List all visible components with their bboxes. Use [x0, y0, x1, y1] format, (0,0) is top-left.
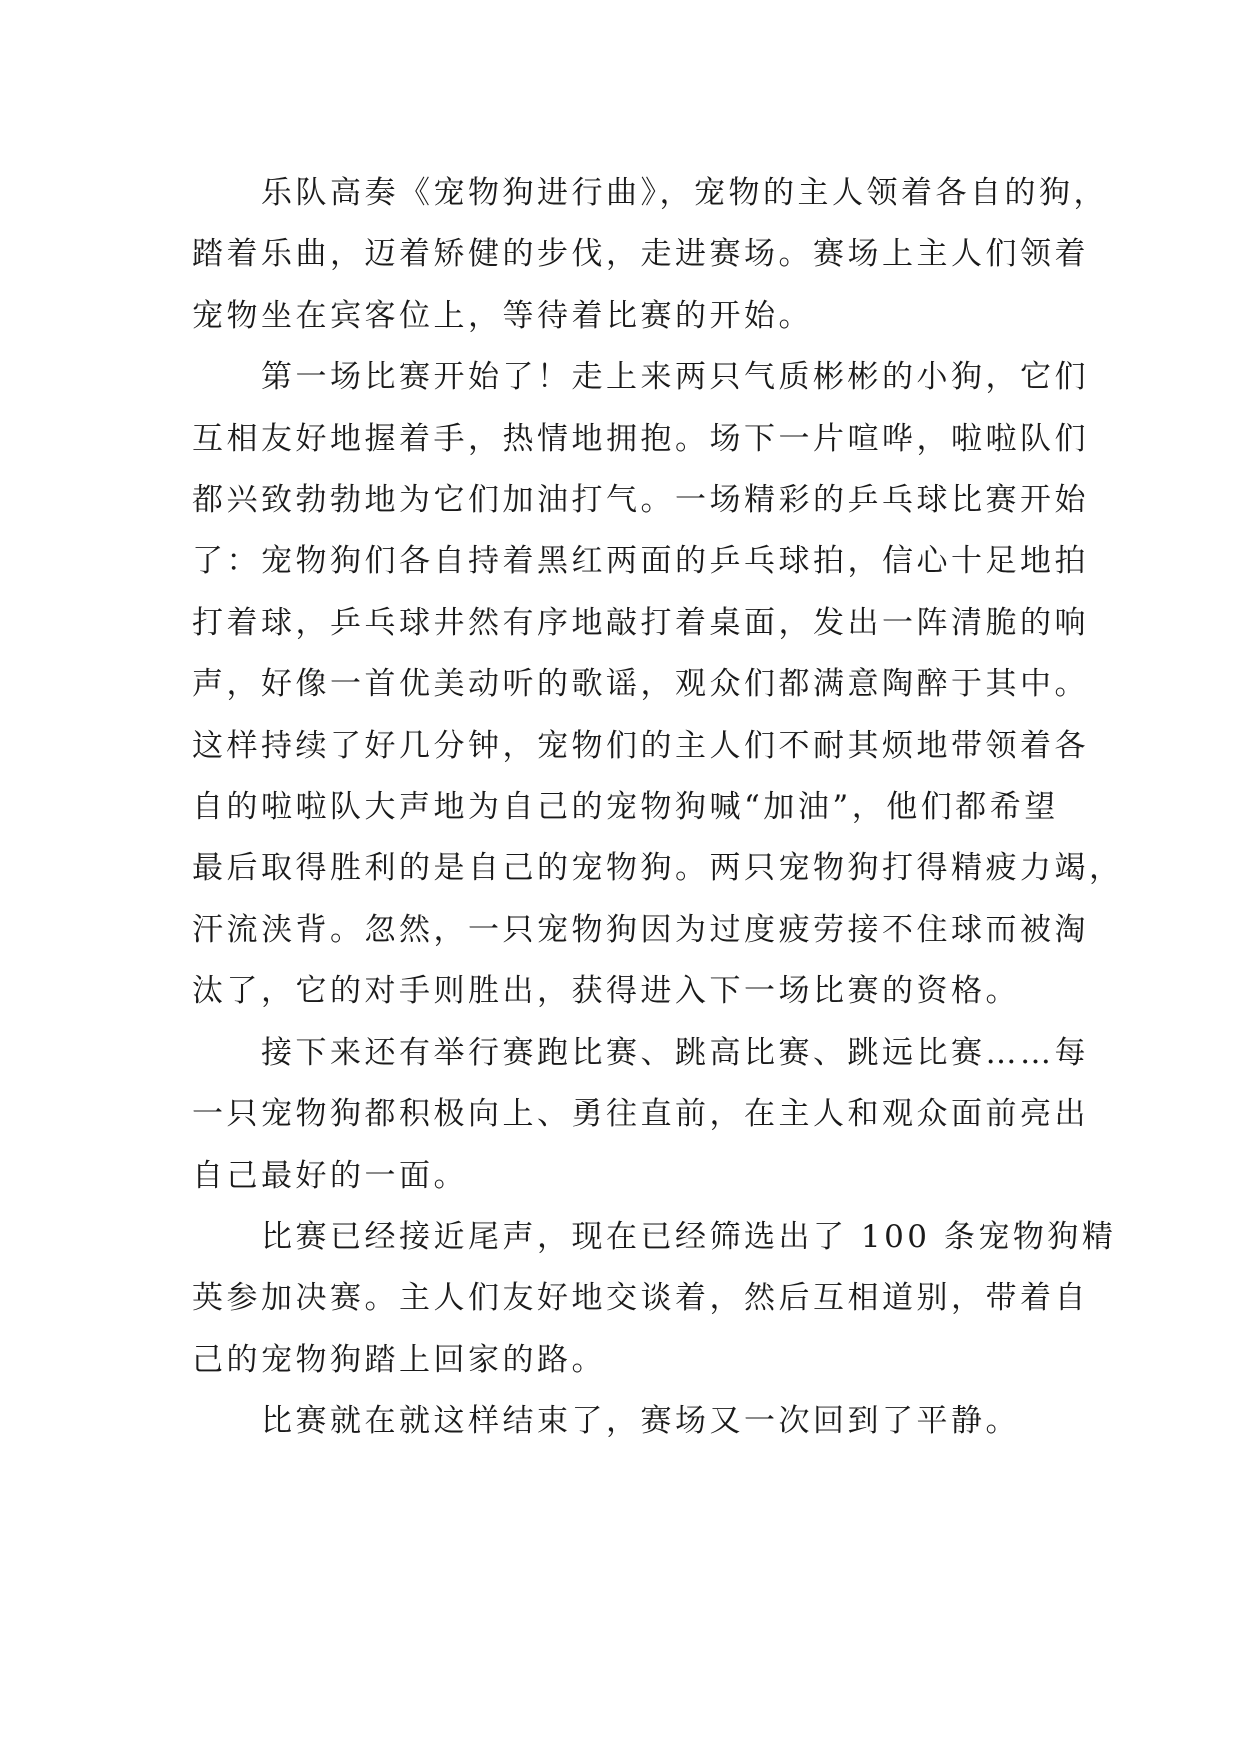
text-line: 汰了，它的对手则胜出，获得进入下一场比赛的资格。 — [192, 973, 1020, 1010]
paragraph-4 — [192, 1207, 1117, 1391]
text-line: 自己最好的一面。 — [192, 1157, 468, 1194]
text-line: 一只宠物狗都积极向上、勇往直前，在主人和观众面前亮出 — [192, 1096, 1089, 1133]
text-line: 踏着乐曲，迈着矫健的步伐，走进赛场。赛场上主人们领着 — [192, 236, 1089, 273]
body-text — [192, 163, 1124, 1453]
paragraph-2 — [192, 347, 1124, 1022]
text-line: 声，好像一首优美动听的歌谣，观众们都满意陶醉于其中。 — [192, 666, 1089, 703]
text-line: 己的宠物狗踏上回家的路。 — [192, 1341, 606, 1378]
text-line: 第一场比赛开始了！走上来两只气质彬彬的小狗，它们 — [261, 359, 1089, 396]
text-line: 接下来还有举行赛跑比赛、跳高比赛、跳远比赛……每 — [261, 1034, 1089, 1071]
text-line: 比赛就在就这样结束了，赛场又一次回到了平静。 — [261, 1403, 1020, 1440]
text-line: 比赛已经接近尾声，现在已经筛选出了 100 条宠物狗精 — [261, 1218, 1117, 1255]
text-line: 自的啦啦队大声地为自己的宠物狗喊“加油”，他们都希望 — [192, 789, 1059, 826]
text-line: 最后取得胜利的是自己的宠物狗。两只宠物狗打得精疲力竭， — [192, 850, 1124, 887]
text-line: 打着球，乒乓球井然有序地敲打着桌面，发出一阵清脆的响 — [192, 604, 1089, 641]
text-line: 汗流浃背。忽然，一只宠物狗因为过度疲劳接不住球而被淘 — [192, 911, 1089, 948]
text-line: 了：宠物狗们各自持着黑红两面的乒乓球拍，信心十足地拍 — [192, 543, 1089, 580]
paragraph-1 — [192, 163, 1108, 347]
paragraph-5 — [192, 1391, 1067, 1452]
text-line: 这样持续了好几分钟，宠物们的主人们不耐其烦地带领着各 — [192, 727, 1089, 764]
text-line: 互相友好地握着手，热情地拥抱。场下一片喧哗，啦啦队们 — [192, 420, 1089, 457]
text-line: 英参加决赛。主人们友好地交谈着，然后互相道别，带着自 — [192, 1280, 1089, 1317]
text-line: 乐队高奏《宠物狗进行曲》，宠物的主人领着各自的狗， — [261, 175, 1108, 211]
paragraph-3 — [192, 1023, 1089, 1207]
text-line: 宠物坐在宾客位上，等待着比赛的开始。 — [192, 297, 813, 334]
text-line: 都兴致勃勃地为它们加油打气。一场精彩的乒乓球比赛开始 — [192, 482, 1089, 519]
